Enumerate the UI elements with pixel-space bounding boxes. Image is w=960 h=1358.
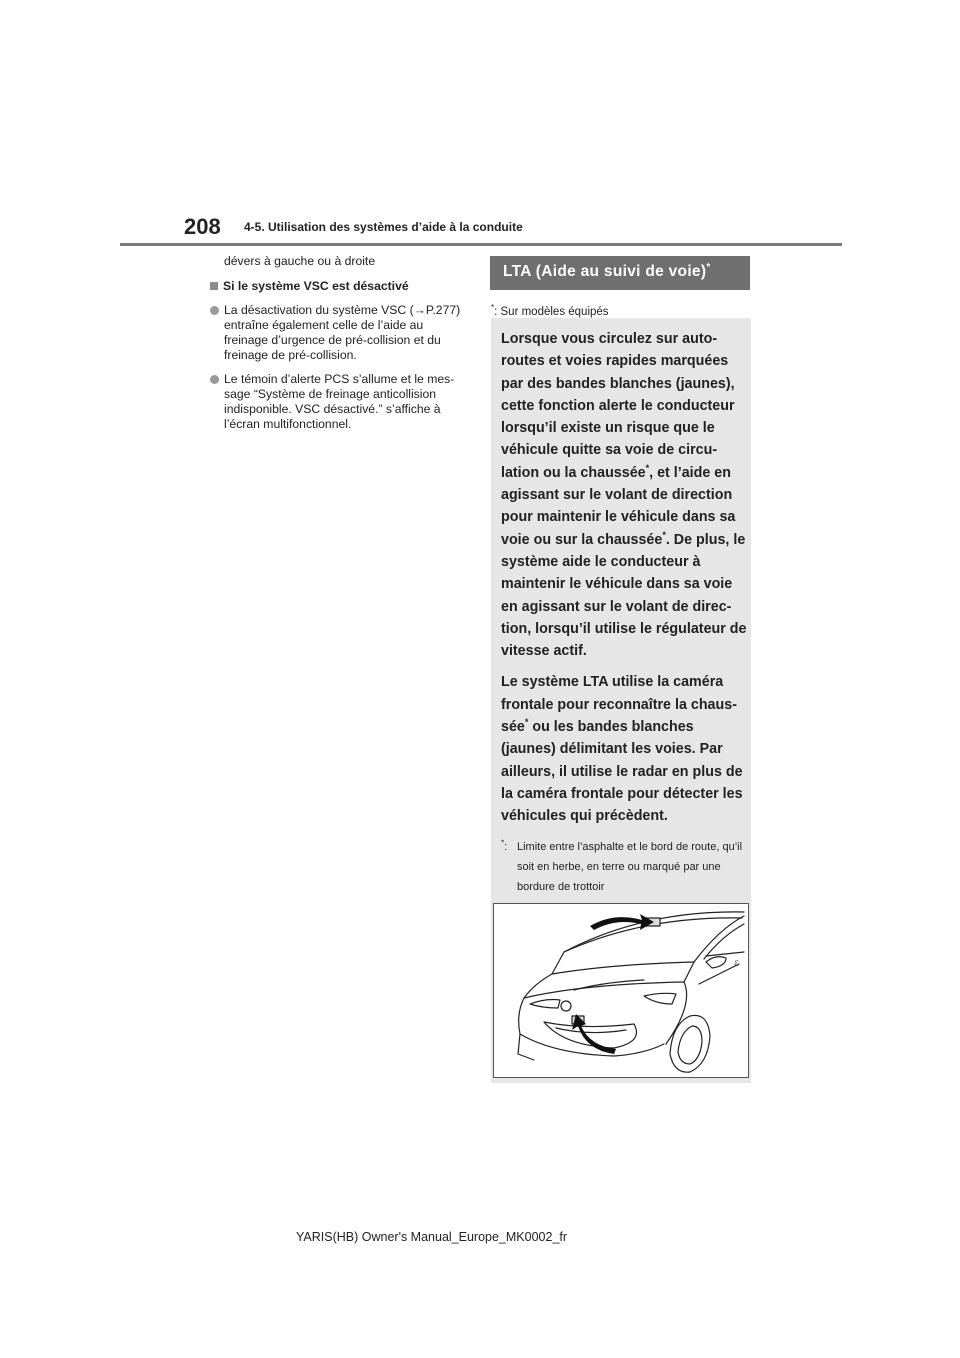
bullet-item <box>210 303 468 363</box>
equipped-note-text: : Sur modèles équipés <box>494 305 609 318</box>
left-column <box>210 254 468 441</box>
equipped-footnote <box>491 303 609 318</box>
lta-paragraph-1: Lorsque vous circulez sur autoroutes et voies rapides marquées par des bandes blanches (jaunes), cette fonction alerte le conducteur lorsqu’il existe un risque que le véhicule quitte sa voie de circulation ou la chaussée*, et l’aide en agissant sur le volant de direction pour maintenir le véhicule dans sa voie ou sur la chaussée*. De plus, le système aide le conducteur à maintenir le véhicule dans sa voie en agissant sur le volant de direction, lorsqu’il utilise le régulateur de vitesse actif. <box>501 331 747 660</box>
round-bullet-icon <box>210 306 219 315</box>
lta-paragraph-2: Le système LTA utilise la caméra frontale pour reconnaître la chaussée* ou les bandes blanches (jaunes) délimitant les voies. Par ailleurs, il utilise le radar en plus de la caméra frontale pour détecter les véhicules qui précèdent. <box>501 674 743 825</box>
lta-description-box <box>491 318 751 1083</box>
bullet-text: Le témoin d’alerte PCS s’allume et le message “Système de freinage anticollision indisponible. VSC désactivé.” s’affiche à l’écran multifonctionnel. <box>224 372 455 431</box>
section-title: 4-5. Utilisation des systèmes d’aide à la conduite <box>244 220 523 234</box>
box-footnote-text: Limite entre l’asphalte et le bord de route, qu’il soit en herbe, en terre ou marqué par une bordure de trottoir <box>517 840 743 893</box>
bullet-text: La désactivation du système VSC (→P.277) entraîne également celle de l’aide au freinage d’urgence de pré-collision et du freinage de pré-collision. <box>224 303 461 362</box>
lta-title: LTA (Aide au suivi de voie) <box>503 263 707 281</box>
vehicle-sensor-illustration <box>493 903 749 1078</box>
square-bullet-icon <box>210 282 218 290</box>
round-bullet-icon <box>210 375 219 384</box>
subsection-heading-text: Si le système VSC est désactivé <box>223 279 409 293</box>
continuation-text: dévers à gauche ou à droite <box>224 254 376 268</box>
page-number: 208 <box>184 214 221 239</box>
car-illustration <box>494 904 748 1077</box>
subsection-heading <box>210 279 468 294</box>
header-divider <box>120 243 842 246</box>
lta-title-asterisk: * <box>706 262 711 273</box>
lta-section-header <box>490 256 750 290</box>
lta-intro <box>501 328 747 897</box>
box-footnote: *: Limite entre l’asphalte et le bord de route, qu’il soit en herbe, en terre ou marqué par une bordure de trottoir <box>501 837 747 897</box>
equipped-asterisk: * <box>491 303 495 312</box>
footer-text: YARIS(HB) Owner's Manual_Europe_MK0002_fr <box>296 1230 568 1244</box>
bullet-item <box>210 372 468 432</box>
svg-text:ℰ: ℰ <box>734 959 739 968</box>
